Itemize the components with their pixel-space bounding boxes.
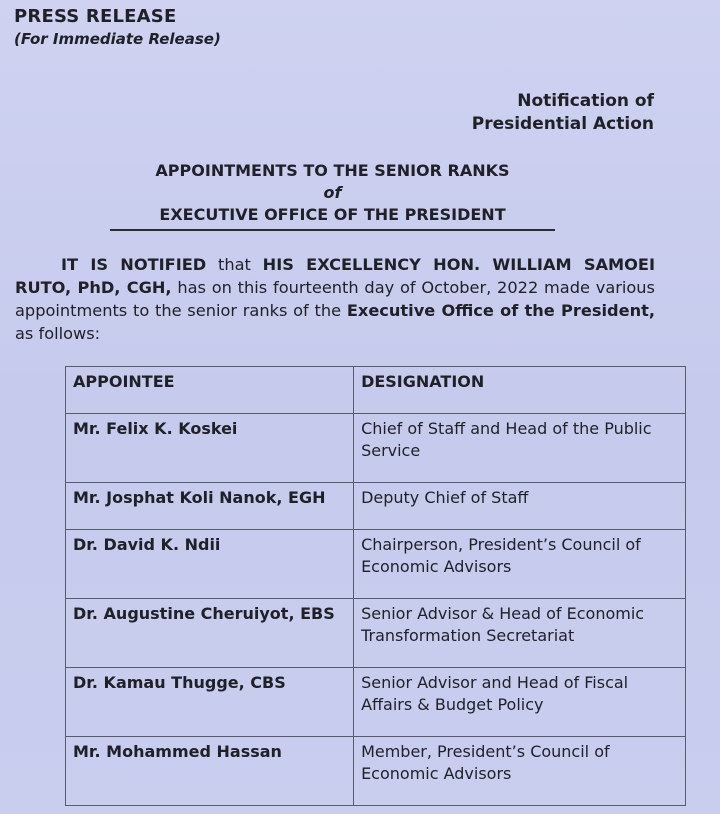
table-row [66,530,686,599]
intro-text-2: has on this fourteenth day of October, 2022 made various appointments to the senior ranks of the [15,278,655,320]
table-row [66,737,686,806]
intro-office: Executive Office of the President, [346,301,655,320]
designation-cell: Chief of Staff and Head of the Public Service [354,414,686,483]
table-row [66,668,686,737]
table-row [66,599,686,668]
heading-line-1: APPOINTMENTS TO THE SENIOR RANKS [155,161,510,180]
appointee-cell: Mr. Felix K. Koskei [66,414,354,483]
header-appointee: APPOINTEE [66,367,354,414]
heading-underline [110,229,555,231]
heading-line-2: of [323,183,342,202]
notification-line-1: Notification of [517,91,654,111]
designation-cell: Chairperson, President’s Council of Economic Advisors [354,530,686,599]
designation-cell: Senior Advisor & Head of Economic Transformation Secretariat [354,599,686,668]
notification-label [472,90,654,136]
intro-lead: IT IS NOTIFIED [61,255,207,274]
appointee-cell: Dr. David K. Ndii [66,530,354,599]
designation-cell: Senior Advisor and Head of Fiscal Affairs & Budget Policy [354,668,686,737]
designation-cell: Member, President’s Council of Economic Advisors [354,737,686,806]
section-heading [110,160,555,226]
appointments-table [65,366,686,806]
notification-line-2: Presidential Action [471,114,654,134]
appointee-cell: Mr. Mohammed Hassan [66,737,354,806]
table-header-row [66,367,686,414]
intro-paragraph [15,253,655,345]
intro-text-1: that [206,255,263,274]
appointee-cell: Dr. Kamau Thugge, CBS [66,668,354,737]
heading-line-3: EXECUTIVE OFFICE OF THE PRESIDENT [159,205,506,224]
table-row [66,483,686,530]
table-row [66,414,686,483]
appointee-cell: Dr. Augustine Cheruiyot, EBS [66,599,354,668]
document-title: PRESS RELEASE [14,6,177,27]
designation-cell: Deputy Chief of Staff [354,483,686,530]
header-designation: DESIGNATION [354,367,686,414]
intro-name: HIS EXCELLENCY HON. WILLIAM SAMOEI RUTO, PhD, CGH, [15,255,655,297]
release-note: (For Immediate Release) [14,30,221,48]
intro-text-3: as follows: [15,324,101,343]
appointee-cell: Mr. Josphat Koli Nanok, EGH [66,483,354,530]
